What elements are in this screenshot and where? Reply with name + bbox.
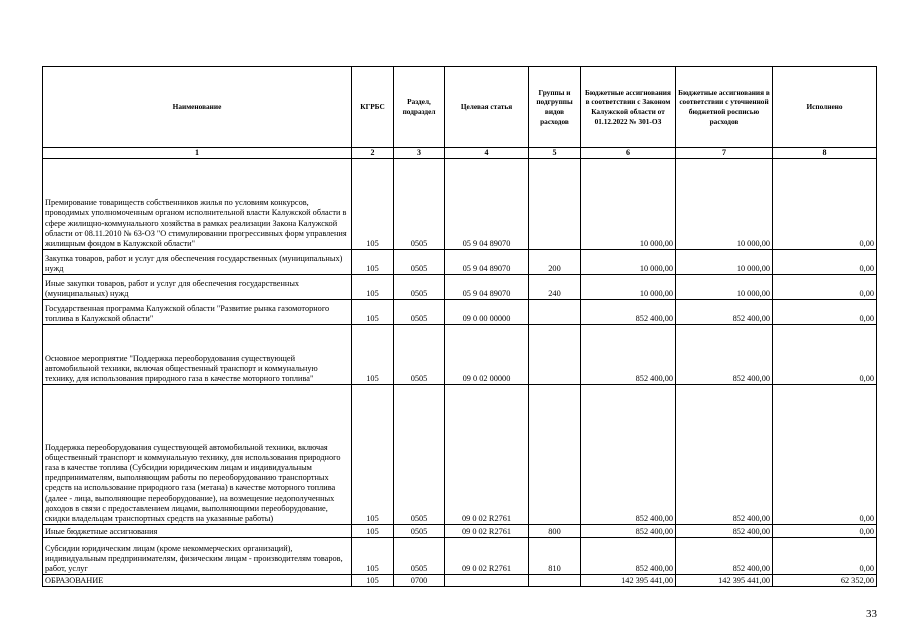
row-section: 0505 [394, 325, 445, 385]
table-row [43, 538, 877, 575]
row-name: Закупка товаров, работ и услуг для обеспечения государственных (муниципальных) нужд [43, 250, 352, 275]
table-row [43, 325, 877, 385]
row-section: 0505 [394, 525, 445, 538]
row-executed: 0,00 [773, 538, 877, 575]
row-group [529, 325, 581, 385]
header-kgrbs: КГРБС [352, 67, 394, 148]
row-name: Иные закупки товаров, работ и услуг для обеспечения государственных (муниципальных) нужд [43, 275, 352, 300]
row-target: 09 0 00 00000 [445, 300, 529, 325]
column-number: 8 [773, 148, 877, 159]
row-section: 0505 [394, 385, 445, 525]
column-number: 4 [445, 148, 529, 159]
column-number: 1 [43, 148, 352, 159]
table-row [43, 159, 877, 250]
row-kgrbs: 105 [352, 538, 394, 575]
row-kgrbs: 105 [352, 250, 394, 275]
row-section: 0505 [394, 159, 445, 250]
row-target: 09 0 02 R2761 [445, 538, 529, 575]
row-name: Основное мероприятие "Поддержка переоборудования существующей автомобильной техники, включая общественный транспорт и коммунальную технику, для использования природного газа в качестве моторного топлива" [43, 325, 352, 385]
table-row [43, 250, 877, 275]
table-row [43, 275, 877, 300]
row-name: Государственная программа Калужской области "Развитие рынка газомоторного топлива в Калужской области" [43, 300, 352, 325]
row-executed: 0,00 [773, 300, 877, 325]
row-refined: 10 000,00 [676, 159, 773, 250]
row-executed: 0,00 [773, 159, 877, 250]
table-row [43, 575, 877, 587]
header-law: Бюджетные ассигнования в соответствии с Законом Калужской области от 01.12.2022 № 301-ОЗ [581, 67, 676, 148]
row-refined: 852 400,00 [676, 300, 773, 325]
row-name: Иные бюджетные ассигнования [43, 525, 352, 538]
row-name: Поддержка переоборудования существующей автомобильной техники, включая общественный транспорт и коммунальную технику, для использования природного газа в качестве топлива (Субсидии юридическим лицам и индивидуальным предпринимателям, выполняющим работы по переоборудованию транспортных средств на использование природного газа (метана) в качестве моторного топлива (далее - лица, выполняющие переоборудование), на возмещение недополученных доходов в связи с предоставлением лицами, выполняющими переоборудование, скидки владельцам транспортных средств на указанные работы) [43, 385, 352, 525]
row-section: 0505 [394, 300, 445, 325]
row-group: 240 [529, 275, 581, 300]
table-row [43, 385, 877, 525]
row-target [445, 575, 529, 587]
row-group [529, 300, 581, 325]
row-refined: 852 400,00 [676, 525, 773, 538]
column-number: 6 [581, 148, 676, 159]
row-name: ОБРАЗОВАНИЕ [43, 575, 352, 587]
row-group: 800 [529, 525, 581, 538]
row-refined: 10 000,00 [676, 275, 773, 300]
row-executed: 0,00 [773, 275, 877, 300]
row-group [529, 159, 581, 250]
column-number: 7 [676, 148, 773, 159]
row-group: 810 [529, 538, 581, 575]
row-executed: 0,00 [773, 385, 877, 525]
row-group: 200 [529, 250, 581, 275]
row-law: 852 400,00 [581, 325, 676, 385]
row-kgrbs: 105 [352, 275, 394, 300]
header-executed: Исполнено [773, 67, 877, 148]
row-name: Субсидии юридическим лицам (кроме некоммерческих организаций), индивидуальным предпринимателям, физическим лицам - производителям товаров, работ, услуг [43, 538, 352, 575]
page-number: 33 [866, 608, 877, 620]
row-target: 09 0 02 00000 [445, 325, 529, 385]
row-law: 10 000,00 [581, 275, 676, 300]
row-target: 09 0 02 R2761 [445, 525, 529, 538]
row-refined: 10 000,00 [676, 250, 773, 275]
row-group [529, 385, 581, 525]
column-number: 3 [394, 148, 445, 159]
row-executed: 62 352,00 [773, 575, 877, 587]
row-kgrbs: 105 [352, 525, 394, 538]
row-kgrbs: 105 [352, 575, 394, 587]
column-number: 2 [352, 148, 394, 159]
row-law: 852 400,00 [581, 300, 676, 325]
column-number: 5 [529, 148, 581, 159]
row-law: 852 400,00 [581, 538, 676, 575]
budget-table [42, 66, 877, 587]
row-kgrbs: 105 [352, 300, 394, 325]
row-section: 0505 [394, 538, 445, 575]
table-row [43, 300, 877, 325]
table-header-row [43, 67, 877, 148]
header-section: Раздел, подраздел [394, 67, 445, 148]
header-refined: Бюджетные ассигнования в соответствии с уточненной бюджетной росписью расходов [676, 67, 773, 148]
row-law: 10 000,00 [581, 159, 676, 250]
table-row [43, 525, 877, 538]
row-kgrbs: 105 [352, 325, 394, 385]
header-groups: Группы и подгруппы видов расходов [529, 67, 581, 148]
row-refined: 852 400,00 [676, 538, 773, 575]
row-refined: 852 400,00 [676, 325, 773, 385]
row-group [529, 575, 581, 587]
row-executed: 0,00 [773, 250, 877, 275]
row-law: 852 400,00 [581, 385, 676, 525]
row-law: 10 000,00 [581, 250, 676, 275]
row-refined: 142 395 441,00 [676, 575, 773, 587]
row-kgrbs: 105 [352, 385, 394, 525]
column-number-row [43, 148, 877, 159]
row-law: 142 395 441,00 [581, 575, 676, 587]
row-name: Премирование товариществ собственников жилья по условиям конкурсов, проводимых уполномоченным органом исполнительной власти Калужской области в сфере жилищно-коммунального хозяйства в рамках реализации Закона Калужской области от 08.11.2010 № 63-ОЗ "О стимулировании прогрессивных форм управления жилищным фондом в Калужской области" [43, 159, 352, 250]
row-target: 05 9 04 89070 [445, 250, 529, 275]
row-target: 09 0 02 R2761 [445, 385, 529, 525]
header-target: Целевая статья [445, 67, 529, 148]
row-section: 0505 [394, 275, 445, 300]
row-refined: 852 400,00 [676, 385, 773, 525]
row-law: 852 400,00 [581, 525, 676, 538]
row-section: 0700 [394, 575, 445, 587]
row-executed: 0,00 [773, 325, 877, 385]
row-kgrbs: 105 [352, 159, 394, 250]
row-executed: 0,00 [773, 525, 877, 538]
header-name: Наименование [43, 67, 352, 148]
row-target: 05 9 04 89070 [445, 275, 529, 300]
row-section: 0505 [394, 250, 445, 275]
row-target: 05 9 04 89070 [445, 159, 529, 250]
